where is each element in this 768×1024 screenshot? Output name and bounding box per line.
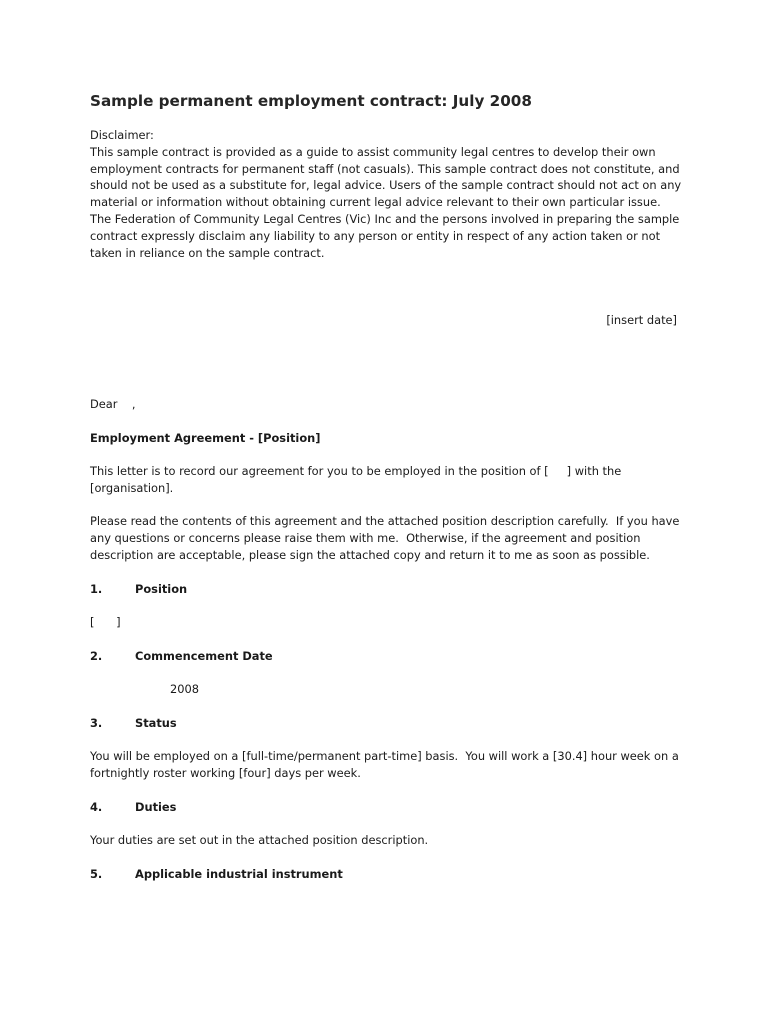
section-number: 3. — [90, 716, 103, 730]
intro-line: [organisation]. — [90, 480, 174, 495]
intro-line: This letter is to record our agreement for you to be employed in the position of [ ] with the — [90, 464, 622, 478]
status-line: You will be employed on a [full-time/permanent part-time] basis. You will work a [30.4] hour week on a — [90, 749, 679, 763]
section-heading-status: Status — [135, 716, 177, 730]
section-number: 5. — [90, 867, 103, 881]
document-title: Sample permanent employment contract: July 2008 — [90, 92, 532, 110]
disclaimer-line: This sample contract is provided as a guide to assist community legal centres to develop their own — [90, 144, 656, 159]
status-line: fortnightly roster working [four] days per week. — [90, 765, 361, 780]
disclaimer-line: should not be used as a substitute for, legal advice. Users of the sample contract should not act on any — [90, 178, 682, 193]
intro-paragraph — [90, 463, 621, 497]
agreement-heading: Employment Agreement - [Position] — [90, 431, 321, 445]
salutation: Dear , — [90, 397, 136, 411]
disclaimer-line: material or information without obtaining current legal advice relevant to their own particular issue. — [90, 195, 661, 210]
position-value: [ ] — [90, 615, 121, 629]
section-heading-industrial-instrument: Applicable industrial instrument — [135, 867, 343, 881]
read-line: any questions or concerns please raise them with me. Otherwise, if the agreement and position — [90, 530, 641, 545]
disclaimer-line: employment contracts for permanent staff (not casuals). This sample contract does not constitute, and — [90, 161, 680, 176]
disclaimer-label: Disclaimer: — [90, 128, 154, 142]
duties-text: Your duties are set out in the attached position description. — [90, 833, 429, 847]
section-number: 2. — [90, 649, 103, 663]
status-paragraph — [90, 748, 679, 782]
section-heading-position: Position — [135, 582, 188, 596]
disclaimer-line: taken in reliance on the sample contract. — [90, 245, 325, 260]
disclaimer-section — [90, 127, 690, 261]
section-heading-duties: Duties — [135, 800, 177, 814]
disclaimer-line: The Federation of Community Legal Centres (Vic) Inc and the persons involved in preparing the sample — [90, 211, 680, 226]
disclaimer-line: contract expressly disclaim any liability to any person or entity in respect of any action taken or not — [90, 228, 661, 243]
read-line: Please read the contents of this agreement and the attached position description carefully. If you have — [90, 514, 680, 528]
section-heading-commencement: Commencement Date — [135, 649, 273, 663]
section-number: 4. — [90, 800, 103, 814]
commencement-value: 2008 — [170, 682, 199, 696]
read-paragraph — [90, 513, 679, 563]
insert-date-placeholder: [insert date] — [606, 313, 677, 327]
section-number: 1. — [90, 582, 103, 596]
read-line: description are acceptable, please sign the attached copy and return it to me as soon as possible. — [90, 547, 650, 562]
